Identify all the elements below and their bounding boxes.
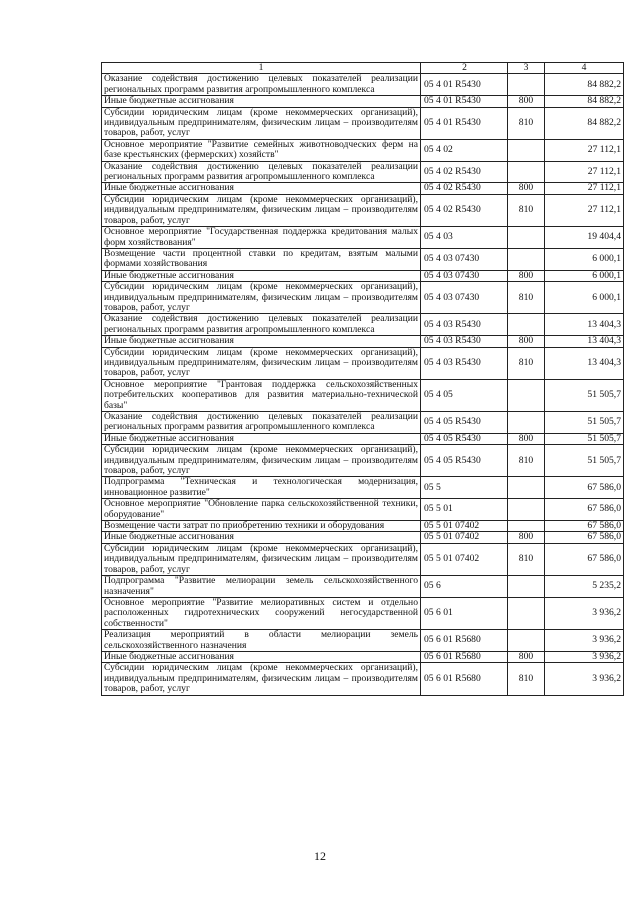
row-amount-cell: 13 404,3 xyxy=(545,336,624,347)
row-name-cell: Подпрограмма "Развитие мелиорации земель сельскохозяйственного назначения" xyxy=(102,576,421,598)
row-expense-type-cell: 810 xyxy=(508,543,545,575)
table-row xyxy=(102,96,624,107)
table-row xyxy=(102,139,624,161)
row-name-cell: Иные бюджетные ассигнования xyxy=(102,433,421,444)
row-amount-cell: 51 505,7 xyxy=(545,379,624,411)
table-row xyxy=(102,107,624,139)
row-code-cell: 05 4 02 R5430 xyxy=(421,183,508,194)
row-name-cell: Иные бюджетные ассигнования xyxy=(102,532,421,543)
row-name-cell: Субсидии юридическим лицам (кроме некоммерческих организаций), индивидуальным предпринимателям, физическим лицам – производителям товаров, работ, услуг xyxy=(102,282,421,314)
table-row xyxy=(102,576,624,598)
header-cell-code: 2 xyxy=(421,63,508,74)
row-name-cell: Подпрограмма "Техническая и технологическая модернизация, инновационное развитие" xyxy=(102,477,421,499)
row-code-cell: 05 5 01 07402 xyxy=(421,543,508,575)
table-row xyxy=(102,630,624,652)
row-expense-type-cell: 810 xyxy=(508,194,545,226)
row-amount-cell: 51 505,7 xyxy=(545,433,624,444)
table-row xyxy=(102,663,624,695)
table-row xyxy=(102,477,624,499)
row-code-cell: 05 4 01 R5430 xyxy=(421,74,508,96)
row-amount-cell: 84 882,2 xyxy=(545,96,624,107)
row-name-cell: Основное мероприятие "Грантовая поддержка сельскохозяйственных потребительских кооперативов для развития материально-технической базы" xyxy=(102,379,421,411)
row-expense-type-cell xyxy=(508,630,545,652)
header-cell-amount: 4 xyxy=(545,63,624,74)
row-code-cell: 05 4 05 R5430 xyxy=(421,445,508,477)
table-row xyxy=(102,379,624,411)
row-code-cell: 05 4 03 xyxy=(421,227,508,249)
row-code-cell: 05 5 01 xyxy=(421,499,508,521)
row-expense-type-cell xyxy=(508,521,545,532)
table-row xyxy=(102,248,624,270)
row-amount-cell: 84 882,2 xyxy=(545,74,624,96)
row-code-cell: 05 4 03 07430 xyxy=(421,270,508,281)
row-name-cell: Иные бюджетные ассигнования xyxy=(102,336,421,347)
row-name-cell: Оказание содействия достижению целевых показателей реализации региональных программ развития агропромышленного комплекса xyxy=(102,412,421,434)
row-expense-type-cell xyxy=(508,379,545,411)
row-name-cell: Иные бюджетные ассигнования xyxy=(102,270,421,281)
row-name-cell: Реализация мероприятий в области мелиорации земель сельскохозяйственного назначения xyxy=(102,630,421,652)
row-name-cell: Основное мероприятие "Развитие семейных животноводческих ферм на базе крестьянских (фермерских) хозяйств" xyxy=(102,139,421,161)
table-row xyxy=(102,270,624,281)
row-expense-type-cell xyxy=(508,139,545,161)
row-expense-type-cell xyxy=(508,74,545,96)
table-row xyxy=(102,74,624,96)
row-name-cell: Основное мероприятие "Развитие мелиоративных систем и отдельно расположенных гидротехнических сооружений негосударственной собственности" xyxy=(102,597,421,629)
row-amount-cell: 67 586,0 xyxy=(545,477,624,499)
row-expense-type-cell: 810 xyxy=(508,107,545,139)
row-amount-cell: 27 112,1 xyxy=(545,183,624,194)
row-amount-cell: 51 505,7 xyxy=(545,445,624,477)
table-row xyxy=(102,532,624,543)
row-expense-type-cell xyxy=(508,576,545,598)
row-code-cell: 05 6 xyxy=(421,576,508,598)
row-expense-type-cell: 800 xyxy=(508,183,545,194)
table-row xyxy=(102,194,624,226)
row-name-cell: Основное мероприятие "Обновление парка сельскохозяйственной техники, оборудование" xyxy=(102,499,421,521)
row-expense-type-cell: 800 xyxy=(508,336,545,347)
row-amount-cell: 84 882,2 xyxy=(545,107,624,139)
row-name-cell: Субсидии юридическим лицам (кроме некоммерческих организаций), индивидуальным предпринимателям, физическим лицам – производителям товаров, работ, услуг xyxy=(102,347,421,379)
row-expense-type-cell: 810 xyxy=(508,445,545,477)
table-row xyxy=(102,597,624,629)
row-code-cell: 05 4 05 R5430 xyxy=(421,433,508,444)
row-name-cell: Иные бюджетные ассигнования xyxy=(102,96,421,107)
row-name-cell: Субсидии юридическим лицам (кроме некоммерческих организаций), индивидуальным предпринимателям, физическим лицам – производителям товаров, работ, услуг xyxy=(102,663,421,695)
row-expense-type-cell xyxy=(508,248,545,270)
row-expense-type-cell: 810 xyxy=(508,347,545,379)
row-name-cell: Возмещение части процентной ставки по кредитам, взятым малыми формами хозяйствования xyxy=(102,248,421,270)
row-code-cell: 05 4 05 R5430 xyxy=(421,412,508,434)
row-code-cell: 05 4 02 R5430 xyxy=(421,194,508,226)
row-amount-cell: 3 936,2 xyxy=(545,630,624,652)
row-amount-cell: 67 586,0 xyxy=(545,532,624,543)
header-cell-expense-type: 3 xyxy=(508,63,545,74)
row-expense-type-cell xyxy=(508,499,545,521)
table-row xyxy=(102,161,624,183)
row-expense-type-cell xyxy=(508,314,545,336)
row-amount-cell: 13 404,3 xyxy=(545,347,624,379)
table-row xyxy=(102,433,624,444)
row-name-cell: Основное мероприятие "Государственная поддержка кредитования малых форм хозяйствования" xyxy=(102,227,421,249)
row-expense-type-cell xyxy=(508,412,545,434)
row-expense-type-cell: 810 xyxy=(508,663,545,695)
row-name-cell: Субсидии юридическим лицам (кроме некоммерческих организаций), индивидуальным предпринимателям, физическим лицам – производителям товаров, работ, услуг xyxy=(102,445,421,477)
table-row xyxy=(102,445,624,477)
budget-table-body xyxy=(102,63,624,696)
row-expense-type-cell xyxy=(508,161,545,183)
row-amount-cell: 6 000,1 xyxy=(545,248,624,270)
row-expense-type-cell: 800 xyxy=(508,96,545,107)
row-expense-type-cell xyxy=(508,227,545,249)
page-number: 12 xyxy=(314,849,326,863)
row-amount-cell: 6 000,1 xyxy=(545,270,624,281)
table-row xyxy=(102,543,624,575)
header-cell-name: 1 xyxy=(102,63,421,74)
row-expense-type-cell: 810 xyxy=(508,282,545,314)
row-code-cell: 05 5 xyxy=(421,477,508,499)
row-code-cell: 05 4 02 R5430 xyxy=(421,161,508,183)
row-name-cell: Субсидии юридическим лицам (кроме некоммерческих организаций), индивидуальным предпринимателям, физическим лицам – производителям товаров, работ, услуг xyxy=(102,194,421,226)
row-code-cell: 05 4 03 R5430 xyxy=(421,314,508,336)
row-amount-cell: 27 112,1 xyxy=(545,194,624,226)
row-name-cell: Иные бюджетные ассигнования xyxy=(102,183,421,194)
table-header-row xyxy=(102,63,624,74)
row-expense-type-cell: 800 xyxy=(508,532,545,543)
row-code-cell: 05 4 03 07430 xyxy=(421,248,508,270)
row-name-cell: Иные бюджетные ассигнования xyxy=(102,651,421,662)
row-code-cell: 05 6 01 xyxy=(421,597,508,629)
row-amount-cell: 3 936,2 xyxy=(545,651,624,662)
row-code-cell: 05 6 01 R5680 xyxy=(421,663,508,695)
table-row xyxy=(102,347,624,379)
table-row xyxy=(102,521,624,532)
row-amount-cell: 51 505,7 xyxy=(545,412,624,434)
row-expense-type-cell: 800 xyxy=(508,433,545,444)
row-amount-cell: 67 586,0 xyxy=(545,499,624,521)
table-row xyxy=(102,314,624,336)
row-code-cell: 05 4 05 xyxy=(421,379,508,411)
row-amount-cell: 5 235,2 xyxy=(545,576,624,598)
table-row xyxy=(102,412,624,434)
row-amount-cell: 27 112,1 xyxy=(545,161,624,183)
table-row xyxy=(102,336,624,347)
table-row xyxy=(102,499,624,521)
row-name-cell: Оказание содействия достижению целевых показателей реализации региональных программ развития агропромышленного комплекса xyxy=(102,314,421,336)
row-amount-cell: 13 404,3 xyxy=(545,314,624,336)
row-code-cell: 05 4 03 R5430 xyxy=(421,347,508,379)
table-row xyxy=(102,183,624,194)
row-name-cell: Субсидии юридическим лицам (кроме некоммерческих организаций), индивидуальным предпринимателям, физическим лицам – производителям товаров, работ, услуг xyxy=(102,107,421,139)
row-amount-cell: 3 936,2 xyxy=(545,663,624,695)
row-code-cell: 05 4 02 xyxy=(421,139,508,161)
row-amount-cell: 19 404,4 xyxy=(545,227,624,249)
row-code-cell: 05 6 01 R5680 xyxy=(421,630,508,652)
row-expense-type-cell xyxy=(508,477,545,499)
row-code-cell: 05 4 01 R5430 xyxy=(421,96,508,107)
row-code-cell: 05 4 03 07430 xyxy=(421,282,508,314)
row-amount-cell: 67 586,0 xyxy=(545,543,624,575)
row-code-cell: 05 5 01 07402 xyxy=(421,521,508,532)
budget-table xyxy=(101,62,624,696)
row-code-cell: 05 4 01 R5430 xyxy=(421,107,508,139)
row-name-cell: Возмещение части затрат по приобретению техники и оборудования xyxy=(102,521,421,532)
row-expense-type-cell: 800 xyxy=(508,651,545,662)
row-amount-cell: 6 000,1 xyxy=(545,282,624,314)
row-amount-cell: 67 586,0 xyxy=(545,521,624,532)
table-row xyxy=(102,282,624,314)
row-code-cell: 05 5 01 07402 xyxy=(421,532,508,543)
row-name-cell: Оказание содействия достижению целевых показателей реализации региональных программ развития агропромышленного комплекса xyxy=(102,161,421,183)
row-code-cell: 05 4 03 R5430 xyxy=(421,336,508,347)
row-amount-cell: 27 112,1 xyxy=(545,139,624,161)
table-row xyxy=(102,227,624,249)
row-name-cell: Субсидии юридическим лицам (кроме некоммерческих организаций), индивидуальным предпринимателям, физическим лицам – производителям товаров, работ, услуг xyxy=(102,543,421,575)
row-expense-type-cell xyxy=(508,597,545,629)
row-amount-cell: 3 936,2 xyxy=(545,597,624,629)
row-expense-type-cell: 800 xyxy=(508,270,545,281)
row-name-cell: Оказание содействия достижению целевых показателей реализации региональных программ развития агропромышленного комплекса xyxy=(102,74,421,96)
table-row xyxy=(102,651,624,662)
row-code-cell: 05 6 01 R5680 xyxy=(421,651,508,662)
